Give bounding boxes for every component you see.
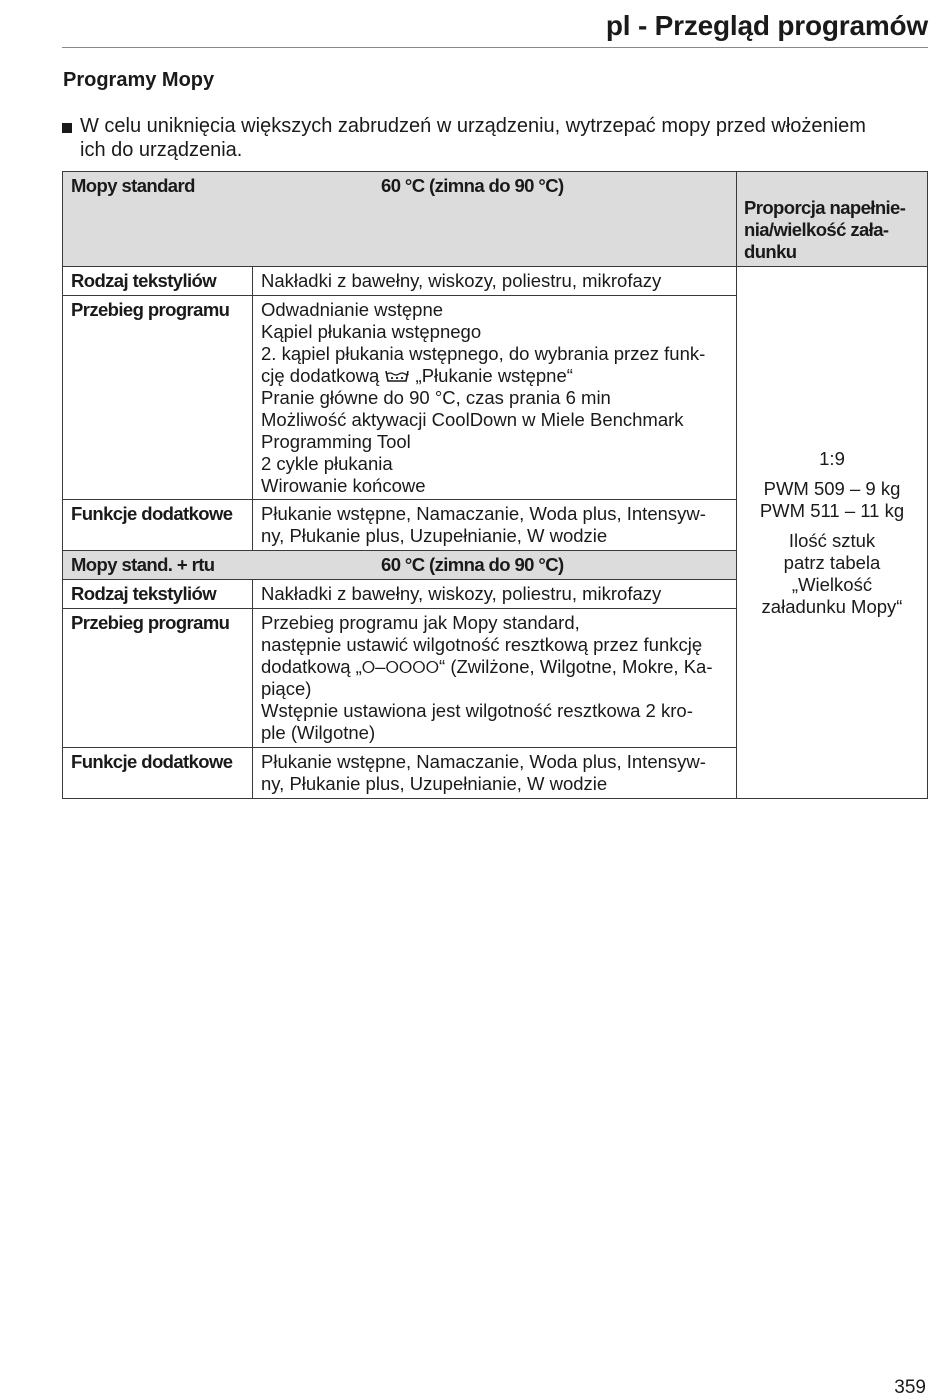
row-label-cell bbox=[63, 609, 253, 748]
row-value: Nakładki z bawełny, wiskozy, poliestru, mikrofazy bbox=[261, 583, 662, 604]
row-value-part: „Płukanie wstępne“ Pranie główne do 90 °C, czas prania 6 min Możliwość aktywacji CoolDown w Miele Benchmark Programming Tool 2 cykle płukania Wirowanie końcowe bbox=[261, 365, 684, 496]
row-label: Funkcje dodatkowe bbox=[71, 751, 233, 772]
row-label: Przebieg programu bbox=[71, 299, 230, 320]
row-label-cell bbox=[63, 500, 253, 551]
load-capacity-pwm509: PWM 509 – 9 kg bbox=[763, 477, 901, 499]
row-value-cell bbox=[253, 500, 737, 551]
square-bullet-icon bbox=[62, 123, 72, 133]
program-name: Mopy standard bbox=[71, 175, 195, 196]
row-value: Przebieg programu jak Mopy standard, następnie ustawić wilgotność resztkową przez funkcję dodatkową „୦–୦୦୦୦“ (Zwilżone, Wilgotne, Mokre, Ka- piące) Wstępnie ustawiona jest wilgotność resztkowa 2 kro- ple (Wilgotne) bbox=[261, 612, 713, 743]
load-ratio-cell bbox=[737, 267, 928, 799]
load-ratio-value: 1:9 bbox=[819, 447, 845, 469]
row-label: Funkcje dodatkowe bbox=[71, 503, 233, 524]
row-value: Nakładki z bawełny, wiskozy, poliestru, mikrofazy bbox=[261, 270, 662, 291]
row-label-cell bbox=[63, 580, 253, 609]
row-label-cell bbox=[63, 296, 253, 500]
row-value bbox=[261, 299, 705, 496]
header-divider bbox=[62, 47, 928, 48]
row-value-cell bbox=[253, 609, 737, 748]
instruction-note bbox=[62, 114, 928, 162]
programs-table bbox=[62, 171, 928, 799]
load-ratio-header bbox=[737, 172, 928, 267]
program-header-cell bbox=[63, 172, 737, 267]
row-label: Przebieg programu bbox=[71, 612, 230, 633]
row-label-cell bbox=[63, 748, 253, 799]
row-value-cell bbox=[253, 296, 737, 500]
table-row bbox=[63, 267, 928, 296]
row-value-cell bbox=[253, 748, 737, 799]
section-title: Programy Mopy bbox=[63, 69, 215, 91]
instruction-text: W celu uniknięcia większych zabrudzeń w urządzeniu, wytrzepać mopy przed włożeniem ich do urządzenia. bbox=[80, 115, 866, 161]
program-temperature: 60 °C (zimna do 90 °C) bbox=[381, 554, 564, 575]
prewash-icon bbox=[384, 368, 410, 384]
row-value-cell bbox=[253, 580, 737, 609]
row-value: Płukanie wstępne, Namaczanie, Woda plus, Intensyw- ny, Płukanie plus, Uzupełnianie, W wodzie bbox=[261, 503, 706, 546]
row-label-cell bbox=[63, 267, 253, 296]
row-value-cell bbox=[253, 267, 737, 296]
row-value-part: Odwadnianie wstępne Kąpiel płukania wstępnego 2. kąpiel płukania wstępnego, do wybrania przez funk- cję dodatkową bbox=[261, 299, 706, 386]
program-name: Mopy stand. + rtu bbox=[71, 554, 215, 575]
row-label: Rodzaj tekstyliów bbox=[71, 583, 217, 604]
program-header-cell bbox=[63, 551, 737, 580]
program-temperature: 60 °C (zimna do 90 °C) bbox=[381, 175, 564, 196]
page-header-title: pl - Przegląd programów bbox=[605, 10, 928, 41]
row-value: Płukanie wstępne, Namaczanie, Woda plus, Intensyw- ny, Płukanie plus, Uzupełnianie, W wodzie bbox=[261, 751, 706, 794]
program-header-row bbox=[63, 172, 928, 267]
page-number: 359 bbox=[894, 1377, 926, 1398]
row-label: Rodzaj tekstyliów bbox=[71, 270, 217, 291]
load-capacity-pwm511: PWM 511 – 11 kg bbox=[759, 499, 905, 521]
load-ratio-header-text: Proporcja napełnie- nia/wielkość zała- dunku bbox=[744, 197, 906, 262]
load-quantity-note: Ilość sztuk patrz tabela „Wielkość załadunku Mopy“ bbox=[761, 529, 903, 617]
